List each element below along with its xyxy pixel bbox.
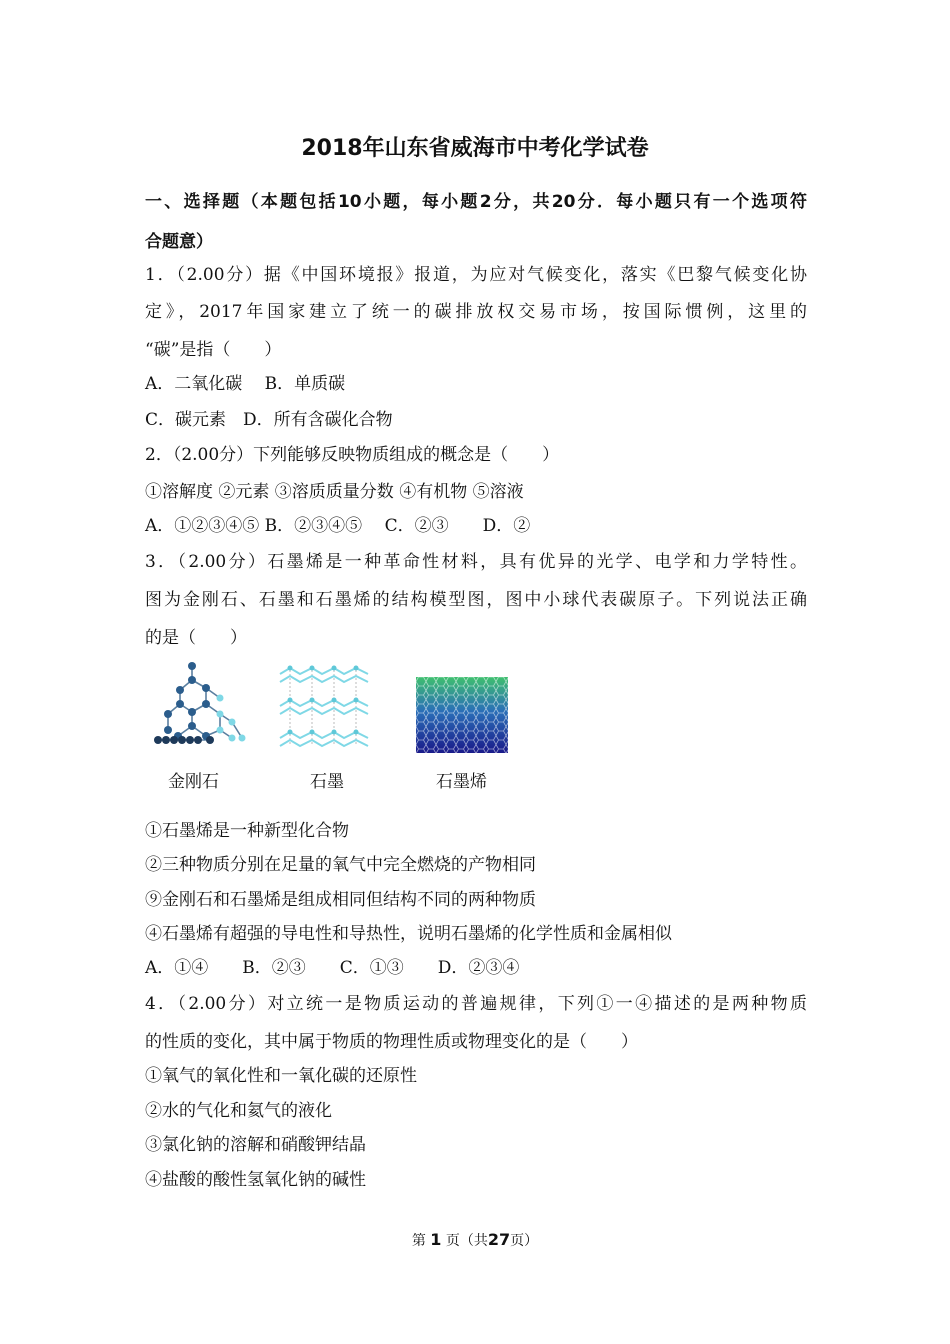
q4-statement-2: ②水的气化和氦气的液化 — [145, 1101, 332, 1121]
q4-statement-4: ④盐酸的酸性氢氧化钠的碱性 — [145, 1170, 366, 1190]
q4-statement-3: ③氯化钠的溶解和硝酸钾结晶 — [145, 1135, 366, 1155]
caption-graphene: 石墨烯 — [436, 772, 487, 792]
caption-graphite: 石墨 — [310, 772, 344, 792]
q3-line3: 的是（ ） — [145, 628, 247, 648]
q1-options-ab: A．二氧化碳 B．单质碳 — [145, 374, 346, 394]
q1-options-cd: C．碳元素 D．所有含碳化合物 — [145, 410, 393, 430]
q3-line2: 图为金刚石、石墨和石墨烯的结构模型图，图中小球代表碳原子。下列说法正确 — [145, 590, 807, 610]
q3-statement-2: ②三种物质分别在足量的氧气中完全燃烧的产物相同 — [145, 855, 536, 875]
q2-line1: 2．（2.00分）下列能够反映物质组成的概念是（ ） — [145, 445, 560, 465]
q1-line3: “碳”是指（ ） — [145, 340, 282, 360]
footer-middle: 页（共 — [445, 1233, 488, 1249]
q1-line1: 1．（2.00分）据《中国环境报》报道，为应对气候变化，落实《巴黎气候变化协 — [145, 265, 807, 285]
graphite-structure-image — [276, 660, 374, 752]
footer-total-pages: 27 — [487, 1230, 511, 1249]
q2-options: A．①②③④⑤ B．②③④⑤ C．②③ D．② — [145, 516, 531, 536]
q3-options: A．①④ B．②③ C．①③ D．②③④ — [145, 958, 520, 978]
q3-statement-4: ④石墨烯有超强的导电性和导热性，说明石墨烯的化学性质和金属相似 — [145, 924, 672, 944]
page-footer — [0, 1230, 950, 1250]
q4-line2: 的性质的变化，其中属于物质的物理性质或物理变化的是（ ） — [145, 1032, 638, 1052]
q3-line1: 3．（2.00分）石墨烯是一种革命性材料，具有优异的光学、电学和力学特性。 — [145, 552, 807, 572]
footer-page-number: 1 — [430, 1230, 442, 1249]
q1-line2: 定》，2017年国家建立了统一的碳排放权交易市场，按国际惯例，这里的 — [145, 302, 807, 322]
q3-statement-1: ①石墨烯是一种新型化合物 — [145, 821, 349, 841]
q2-line2: ①溶解度 ②元素 ③溶质质量分数 ④有机物 ⑤溶液 — [145, 482, 524, 502]
q4-line1: 4．（2.00分）对立统一是物质运动的普遍规律，下列①一④描述的是两种物质 — [145, 994, 807, 1014]
q4-statement-1: ①氧气的氧化性和一氧化碳的还原性 — [145, 1066, 417, 1086]
graphene-structure-image — [416, 677, 508, 753]
footer-suffix: 页） — [510, 1233, 539, 1249]
diamond-structure-image — [150, 658, 250, 750]
page-title: 2018年山东省威海市中考化学试卷 — [301, 136, 649, 161]
q3-statement-3: ⑨金刚石和石墨烯是组成相同但结构不同的两种物质 — [145, 890, 536, 910]
section-heading-line1: 一、选择题（本题包括10小题，每小题2分，共20分．每小题只有一个选项符 — [145, 192, 807, 212]
footer-prefix: 第 — [411, 1233, 426, 1249]
section-heading-line2: 合题意） — [145, 232, 213, 252]
caption-diamond: 金刚石 — [168, 772, 219, 792]
